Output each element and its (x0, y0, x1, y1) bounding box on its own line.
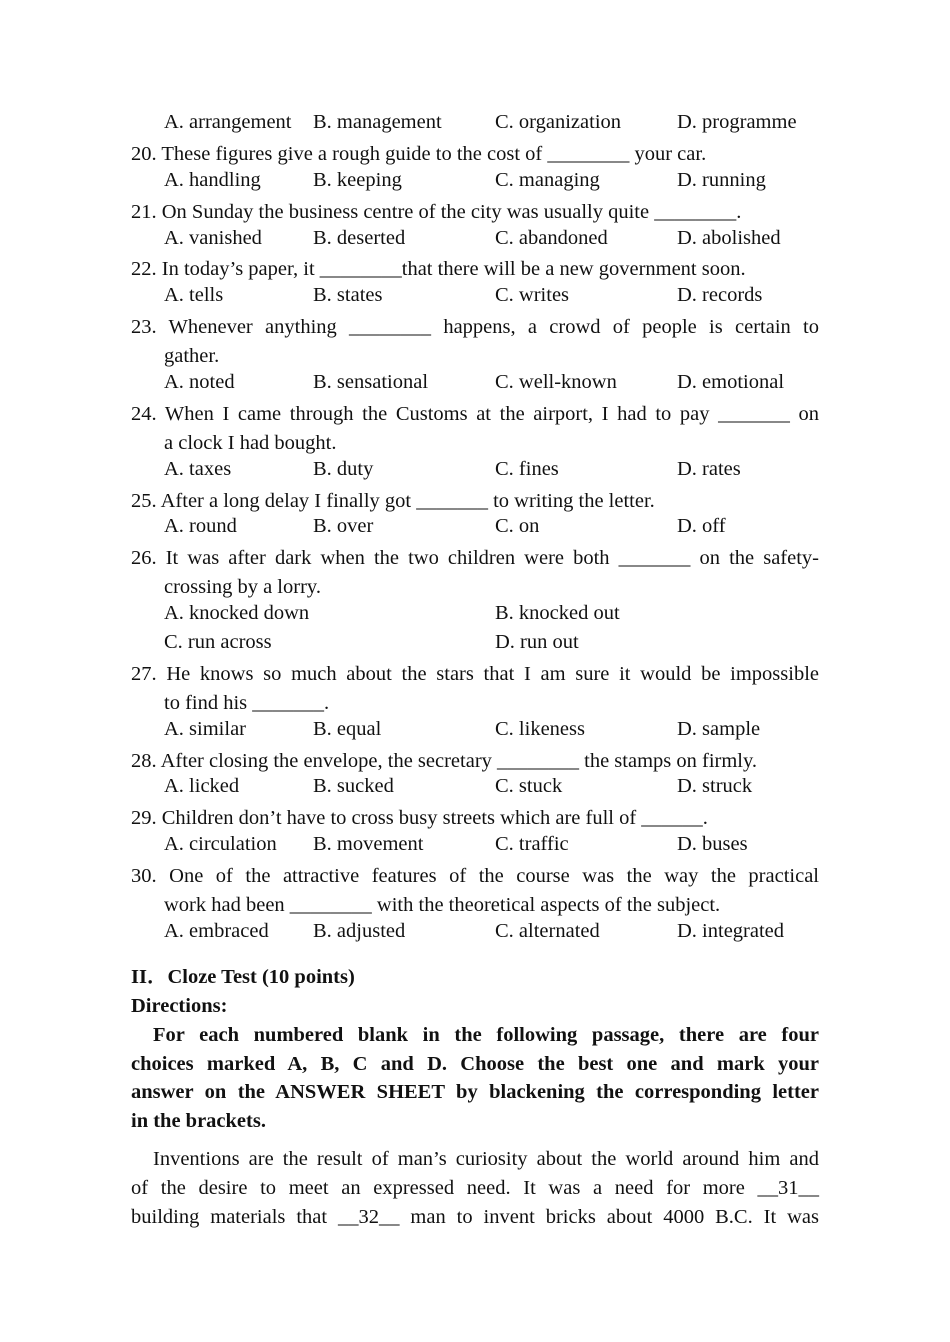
options-row (131, 371, 819, 400)
option-b: B. knocked out (495, 602, 620, 625)
option-a: A. knocked down (164, 602, 310, 625)
question-25 (131, 487, 819, 545)
option-a: A. embraced (164, 919, 269, 942)
passage-line: Inventions are the result of man’s curiosity about the world around him and (153, 1148, 819, 1171)
option-b: B. movement (313, 833, 424, 856)
option-b: B. sucked (313, 775, 394, 798)
question-text: 23. Whenever anything ________ happens, a crowd of people is certain to (131, 316, 819, 339)
option-b: B. adjusted (313, 919, 406, 942)
option-d: D. running (677, 168, 766, 191)
directions-line: in the brackets. (131, 1110, 266, 1133)
question-text: 25. After a long delay I finally got _______ to writing the letter. (131, 489, 655, 512)
option-b: B. equal (313, 717, 382, 740)
question-text: 21. On Sunday the business centre of the city was usually quite ________. (131, 200, 742, 223)
options-row (131, 515, 819, 544)
option-a: A. arrangement (164, 111, 292, 133)
option-c: C. alternated (495, 919, 600, 942)
section-heading: II．Cloze Test (10 points) (131, 965, 355, 988)
question-text-cont: a clock I had bought. (164, 431, 337, 454)
question-text: 22. In today’s paper, it ________that there will be a new government soon. (131, 258, 746, 281)
option-b: B. keeping (313, 168, 402, 191)
options-row (131, 458, 819, 487)
option-c: C. well-known (495, 371, 617, 394)
directions-line: choices marked A, B, C and D. Choose the best one and mark your (131, 1052, 819, 1075)
option-c: C. writes (495, 284, 570, 307)
options-row (131, 602, 819, 631)
option-b: B. management (313, 111, 442, 133)
passage-line: building materials that __32__ man to invent bricks about 4000 B.C. It was (131, 1205, 819, 1228)
option-d: D. buses (677, 833, 748, 856)
option-b: B. deserted (313, 226, 406, 249)
question-30 (131, 862, 819, 949)
option-d: D. emotional (677, 371, 785, 394)
directions-line: answer on the ANSWER SHEET by blackening the corresponding letter (131, 1081, 819, 1104)
option-a: A. vanished (164, 226, 262, 249)
option-d: D. struck (677, 775, 753, 798)
exam-page (131, 111, 819, 1232)
question-28 (131, 747, 819, 805)
option-a: A. taxes (164, 457, 232, 480)
option-c: C. fines (495, 457, 559, 480)
option-d: D. run out (495, 631, 579, 654)
directions-label: Directions: (131, 994, 228, 1017)
option-a: A. licked (164, 775, 240, 798)
option-b: B. duty (313, 457, 374, 480)
option-a: A. noted (164, 371, 235, 394)
question-text: 30. One of the attractive features of the course was the way the practical (131, 865, 819, 888)
q19-options (131, 111, 819, 140)
question-22 (131, 255, 819, 313)
question-text: 29. Children don’t have to cross busy streets which are full of ______. (131, 807, 708, 830)
option-c: C. on (495, 515, 540, 538)
question-21 (131, 198, 819, 256)
option-d: D. records (677, 284, 763, 307)
question-27 (131, 660, 819, 747)
option-b: B. over (313, 515, 374, 538)
options-row (131, 631, 819, 660)
option-b: B. states (313, 284, 383, 307)
option-d: D. rates (677, 457, 741, 480)
option-b: B. sensational (313, 371, 429, 394)
option-c: C. stuck (495, 775, 563, 798)
question-23 (131, 313, 819, 400)
option-a: A. tells (164, 284, 224, 307)
options-row (131, 227, 819, 256)
options-row (131, 775, 819, 804)
option-c: C. run across (164, 631, 272, 654)
option-d: D. abolished (677, 226, 781, 249)
cloze-passage (131, 1145, 819, 1232)
option-d: D. off (677, 515, 726, 538)
options-row (131, 284, 819, 313)
option-c: C. organization (495, 111, 622, 133)
directions-line: For each numbered blank in the following passage, there are four (153, 1023, 819, 1046)
question-29 (131, 804, 819, 862)
question-20 (131, 140, 819, 198)
option-c: C. managing (495, 168, 600, 191)
option-c: C. likeness (495, 717, 585, 740)
question-text: 26. It was after dark when the two children were both _______ on the safety- (131, 547, 819, 570)
question-text: 27. He knows so much about the stars that I am sure it would be impossible (131, 662, 819, 685)
option-a: A. circulation (164, 833, 277, 856)
option-a: A. round (164, 515, 237, 538)
question-text: 28. After closing the envelope, the secretary ________ the stamps on firmly. (131, 749, 758, 772)
question-26 (131, 544, 819, 660)
question-text-cont: crossing by a lorry. (164, 576, 321, 599)
options-row (131, 920, 819, 949)
question-text: 24. When I came through the Customs at the airport, I had to pay _______ on (131, 402, 819, 425)
passage-line: of the desire to meet an expressed need. It was a need for more __31__ (131, 1177, 819, 1200)
option-d: D. sample (677, 717, 761, 740)
option-d: D. programme (677, 111, 797, 133)
question-text-cont: work had been ________ with the theoretical aspects of the subject. (164, 894, 721, 917)
directions-text (131, 1021, 819, 1137)
question-text-cont: to find his _______. (164, 691, 330, 714)
question-text: 20. These figures give a rough guide to the cost of ________ your car. (131, 142, 707, 165)
option-a: A. similar (164, 717, 246, 740)
options-row (131, 833, 819, 862)
option-a: A. handling (164, 168, 261, 191)
question-text-cont: gather. (164, 345, 220, 368)
options-row (131, 169, 819, 198)
option-c: C. traffic (495, 833, 569, 856)
options-row (131, 718, 819, 747)
option-d: D. integrated (677, 919, 785, 942)
question-24 (131, 400, 819, 487)
option-c: C. abandoned (495, 226, 608, 249)
